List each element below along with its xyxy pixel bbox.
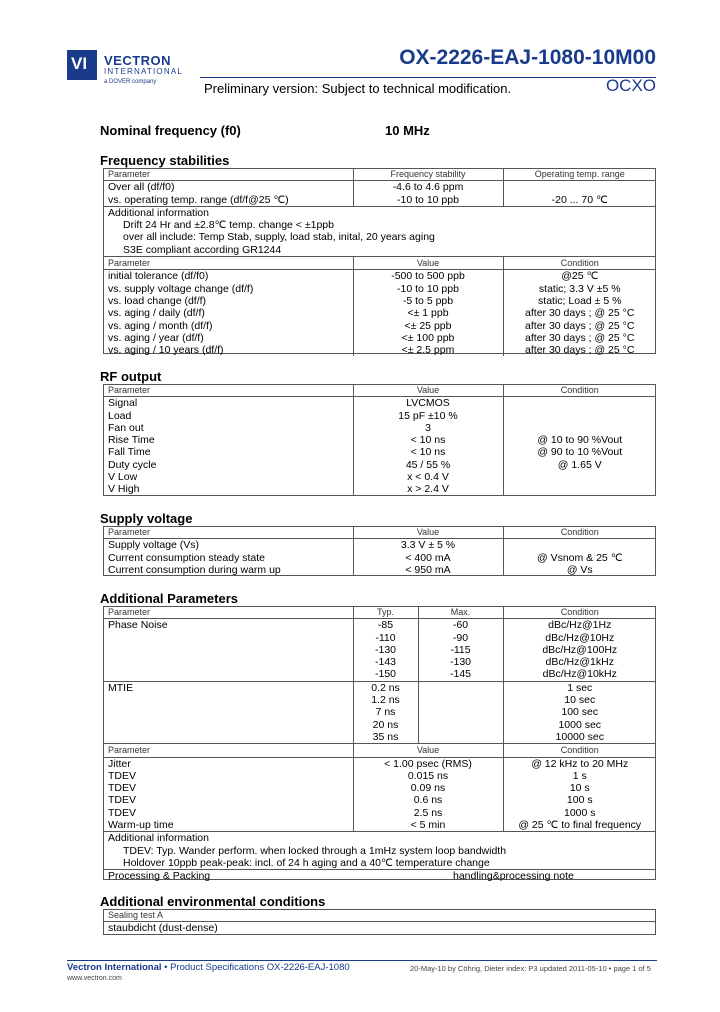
table-row <box>103 320 656 332</box>
table-row <box>103 446 656 458</box>
table-row <box>103 270 656 283</box>
value-cell: -5 to 5 ppb <box>353 295 503 307</box>
info-text: TDEV: Typ. Wander perform. when locked through a 1mHz system loop bandwidth <box>123 844 507 857</box>
value-cell: 2.5 ns <box>353 807 503 819</box>
info-row <box>103 845 656 857</box>
condition-cell: dBc/Hz@1Hz <box>503 619 656 632</box>
max-cell: -60 <box>418 619 503 632</box>
table-row <box>103 632 656 644</box>
param-cell: Phase Noise <box>108 619 168 632</box>
param-cell <box>103 632 353 644</box>
param-cell: vs. operating temp. range (df/f@25 ℃) <box>103 194 353 207</box>
table-row <box>103 295 656 307</box>
info-label: Additional information <box>108 206 209 219</box>
condition-cell: @ 1.65 V <box>503 459 656 471</box>
section-supply-voltage: Supply voltage <box>100 511 193 526</box>
param-cell: Fan out <box>108 421 144 434</box>
info-text: Drift 24 Hr and ±2.8℃ temp. change < ±1ppb <box>123 219 334 232</box>
condition-cell: @ 10 to 90 %Vout <box>503 434 656 446</box>
condition-cell: 10000 sec <box>503 731 656 744</box>
typ-cell: 0.2 ns <box>353 681 418 694</box>
info-row <box>103 832 656 845</box>
value-cell: staubdicht (dust-dense) <box>108 922 218 935</box>
value-cell: <± 2.5 ppm <box>353 344 503 356</box>
param-cell: vs. aging / 10 years (df/f) <box>108 344 224 357</box>
value-cell: < 1.00 psec (RMS) <box>353 757 503 770</box>
table-row <box>103 434 656 446</box>
table-row <box>103 719 656 731</box>
typ-cell: -143 <box>353 656 418 668</box>
section-additional-parameters: Additional Parameters <box>100 591 238 606</box>
product-title: OX-2226-EAJ-1080-10M00 <box>399 46 656 69</box>
param-cell: Over all (df/f0) <box>108 181 175 194</box>
value-cell: -500 to 500 ppb <box>353 270 503 283</box>
table-row <box>103 564 656 576</box>
value-cell: -4.6 to 4.6 ppm <box>353 181 503 194</box>
param-cell <box>103 731 353 744</box>
value-cell: <± 100 ppb <box>353 332 503 344</box>
param-cell: Current consumption steady state <box>108 551 265 564</box>
condition-cell: @ 90 to 10 %Vout <box>503 446 656 458</box>
info-text: S3E compliant according GR1244 <box>103 244 656 257</box>
header-cell: Value <box>353 384 503 397</box>
table-row <box>103 307 656 319</box>
param-cell <box>103 668 353 681</box>
table-row <box>103 694 656 706</box>
table-row <box>103 194 656 207</box>
typ-cell: -110 <box>353 632 418 644</box>
condition-cell: dBc/Hz@1kHz <box>503 656 656 668</box>
table-header <box>103 909 656 922</box>
footer-company: Vectron International <box>67 962 162 973</box>
table-header <box>103 257 656 270</box>
table-row <box>103 681 656 694</box>
logo-mark <box>67 50 97 80</box>
info-row <box>103 219 656 231</box>
info-row <box>103 857 656 870</box>
condition-cell: @ Vs <box>503 564 656 576</box>
table-header <box>103 526 656 539</box>
condition-cell: 100 s <box>503 794 656 806</box>
condition-cell <box>503 422 656 434</box>
table-row <box>103 344 656 356</box>
environmental-table <box>103 909 656 935</box>
param-cell: Fall Time <box>108 446 151 459</box>
condition-cell: static; Load ± 5 % <box>503 295 656 307</box>
param-cell: V High <box>108 483 140 496</box>
condition-cell: dBc/Hz@10kHz <box>503 668 656 681</box>
nominal-frequency-value: 10 MHz <box>385 123 430 138</box>
param-cell <box>103 644 353 656</box>
value-cell: < 5 min <box>353 819 503 832</box>
condition-cell <box>503 539 656 552</box>
param-cell: Processing & Packing <box>103 870 353 883</box>
condition-cell: after 30 days ; @ 25 °C <box>503 307 656 319</box>
param-cell: MTIE <box>108 681 134 694</box>
table-header <box>103 384 656 397</box>
table-row <box>103 794 656 806</box>
condition-cell: @ 25 ℃ to final frequency <box>503 819 656 832</box>
table-row <box>103 483 656 495</box>
logo-mark-text: VI <box>71 54 88 73</box>
section-environmental-conditions: Additional environmental conditions <box>100 894 326 909</box>
header-cell: Condition <box>503 257 656 270</box>
table-row <box>103 706 656 718</box>
header-cell: Parameter <box>103 606 353 619</box>
info-row <box>103 231 656 243</box>
condition-cell: @ Vsnom & 25 ℃ <box>503 552 656 564</box>
condition-cell: after 30 days ; @ 25 °C <box>503 332 656 344</box>
info-text: Holdover 10ppb peak-peak: incl. of 24 h aging and a 40℃ temperature change <box>123 856 490 869</box>
value-cell: -10 to 10 ppb <box>353 194 503 207</box>
info-row <box>103 206 656 219</box>
condition-cell: after 30 days ; @ 25 °C <box>503 344 656 356</box>
header-cell: Parameter <box>103 744 353 757</box>
table-row <box>103 459 656 471</box>
param-cell: TDEV <box>108 782 137 795</box>
param-cell: vs. load change (df/f) <box>108 294 207 307</box>
table-row <box>103 819 656 832</box>
product-type: OCXO <box>605 76 656 95</box>
param-cell: TDEV <box>108 769 137 782</box>
param-cell <box>103 719 353 731</box>
typ-cell: 7 ns <box>353 706 418 718</box>
value-cell: handling&processing note <box>353 870 656 883</box>
footer-rule <box>67 960 657 961</box>
table-row <box>103 397 656 410</box>
table-row <box>103 644 656 656</box>
condition-cell <box>503 483 656 495</box>
value-cell: < 950 mA <box>353 564 503 576</box>
condition-cell: @ 12 kHz to 20 MHz <box>503 757 656 770</box>
value-cell: 0.015 ns <box>353 770 503 782</box>
max-cell: -130 <box>418 656 503 668</box>
max-cell <box>418 731 503 744</box>
typ-cell: -150 <box>353 668 418 681</box>
info-row <box>103 244 656 257</box>
header-cell: Operating temp. range <box>503 168 656 181</box>
supply-voltage-table <box>103 526 656 576</box>
header-cell: Condition <box>503 606 656 619</box>
table-row <box>103 332 656 344</box>
header-cell: Value <box>353 744 503 757</box>
value-cell: < 10 ns <box>353 446 503 458</box>
table-row <box>103 870 656 883</box>
header-cell: Condition <box>503 526 656 539</box>
section-frequency-stabilities: Frequency stabilities <box>100 153 230 168</box>
param-cell: Rise Time <box>108 434 155 447</box>
header-cell: Parameter <box>103 384 353 397</box>
typ-cell: 20 ns <box>353 719 418 731</box>
value-cell: <± 1 ppb <box>353 307 503 319</box>
condition-cell: dBc/Hz@10Hz <box>503 632 656 644</box>
max-cell: -145 <box>418 668 503 681</box>
table-row <box>103 552 656 564</box>
max-cell <box>418 706 503 718</box>
param-cell: vs. aging / year (df/f) <box>108 331 204 344</box>
typ-cell: 1.2 ns <box>353 694 418 706</box>
value-cell: LVCMOS <box>353 397 503 410</box>
preliminary-note: Preliminary version: Subject to technical modification. <box>204 81 512 96</box>
max-cell: -90 <box>418 632 503 644</box>
condition-cell: -20 ... 70 ℃ <box>503 194 656 207</box>
value-cell: 3.3 V ± 5 % <box>353 539 503 552</box>
header-cell: Parameter <box>103 168 353 181</box>
condition-cell: 100 sec <box>503 706 656 718</box>
additional-parameters-table <box>103 606 656 883</box>
table-row <box>103 422 656 434</box>
condition-cell: 1000 sec <box>503 719 656 731</box>
table-row <box>103 471 656 483</box>
param-cell: TDEV <box>108 806 137 819</box>
footer-meta: 20-May-10 by Cöhrig, Dieter index: P3 updated 2011-05-10 • page 1 of 5 <box>410 964 651 973</box>
table-row <box>103 807 656 819</box>
rf-output-table <box>103 384 656 496</box>
table-row <box>103 539 656 552</box>
table-row <box>103 283 656 295</box>
typ-cell: 35 ns <box>353 731 418 744</box>
header-cell: Condition <box>503 744 656 757</box>
header-cell: Value <box>353 257 503 270</box>
condition-cell: after 30 days ; @ 25 °C <box>503 320 656 332</box>
header-cell: Frequency stability <box>353 168 503 181</box>
value-cell: 0.09 ns <box>353 782 503 794</box>
condition-cell <box>503 410 656 422</box>
typ-cell: -130 <box>353 644 418 656</box>
header-cell: Condition <box>503 384 656 397</box>
param-cell: initial tolerance (df/f0) <box>108 270 209 283</box>
condition-cell <box>503 471 656 483</box>
table-header <box>103 606 656 619</box>
value-cell: x > 2.4 V <box>353 483 503 495</box>
value-cell: 3 <box>353 422 503 434</box>
table-row <box>103 731 656 744</box>
value-cell: <± 25 ppb <box>353 320 503 332</box>
max-cell <box>418 681 503 694</box>
section-rf-output: RF output <box>100 369 162 384</box>
table-row <box>103 922 656 935</box>
value-cell: 0.6 ns <box>353 794 503 806</box>
max-cell: -115 <box>418 644 503 656</box>
footer-website[interactable]: www.vectron.com <box>67 975 122 982</box>
param-cell: Signal <box>108 397 138 410</box>
param-cell: Duty cycle <box>108 458 157 471</box>
header-rule <box>200 77 656 78</box>
table-row <box>103 410 656 422</box>
max-cell <box>418 719 503 731</box>
condition-cell <box>503 181 656 194</box>
table-row <box>103 770 656 782</box>
table-header <box>103 168 656 181</box>
header-cell: Value <box>353 526 503 539</box>
header-cell: Typ. <box>353 606 418 619</box>
param-cell: Load <box>108 409 132 422</box>
info-text: over all include: Temp Stab, supply, load stab, inital, 20 years aging <box>123 231 435 244</box>
condition-cell: dBc/Hz@100Hz <box>503 644 656 656</box>
param-cell <box>103 706 353 718</box>
frequency-stabilities-table <box>103 168 656 356</box>
value-cell: x < 0.4 V <box>353 471 503 483</box>
value-cell: < 10 ns <box>353 434 503 446</box>
table-header <box>103 744 656 757</box>
param-cell: Supply voltage (Vs) <box>108 539 200 552</box>
footer-spec-text: • Product Specifications OX-2226-EAJ-1080 <box>161 962 350 973</box>
info-label: Additional information <box>108 832 209 845</box>
max-cell <box>418 694 503 706</box>
param-cell: Jitter <box>108 757 131 770</box>
param-cell: V Low <box>108 471 138 484</box>
header-cell: Max. <box>418 606 503 619</box>
header-cell: Parameter <box>103 526 353 539</box>
condition-cell <box>503 397 656 410</box>
param-cell: vs. supply voltage change (df/f) <box>108 282 254 295</box>
condition-cell: 10 sec <box>503 694 656 706</box>
value-cell: 15 pF ±10 % <box>353 410 503 422</box>
condition-cell: static; 3.3 V ±5 % <box>503 283 656 295</box>
header-cell: Parameter <box>103 257 353 270</box>
table-row <box>103 757 656 770</box>
table-row <box>103 619 656 632</box>
param-cell <box>103 694 353 706</box>
value-cell: < 400 mA <box>353 552 503 564</box>
condition-cell: 10 s <box>503 782 656 794</box>
logo-name: VECTRON <box>104 53 172 68</box>
param-cell: TDEV <box>108 794 137 807</box>
logo-subtitle: INTERNATIONAL <box>104 67 184 76</box>
typ-cell: -85 <box>353 619 418 632</box>
param-cell: vs. aging / daily (df/f) <box>108 307 205 320</box>
param-cell <box>103 656 353 668</box>
footer-spec <box>67 962 350 973</box>
logo-company: a DOVER company <box>104 79 157 85</box>
nominal-frequency-label: Nominal frequency (f0) <box>100 123 241 138</box>
header-cell: Sealing test A <box>103 909 656 922</box>
table-row <box>103 656 656 668</box>
condition-cell: 1000 s <box>503 807 656 819</box>
value-cell: 45 / 55 % <box>353 459 503 471</box>
table-row <box>103 782 656 794</box>
condition-cell: @25 ℃ <box>503 270 656 283</box>
condition-cell: 1 s <box>503 770 656 782</box>
table-row <box>103 181 656 194</box>
param-cell: Current consumption during warm up <box>108 563 281 576</box>
condition-cell: 1 sec <box>503 681 656 694</box>
value-cell: -10 to 10 ppb <box>353 283 503 295</box>
param-cell: vs. aging / month (df/f) <box>108 319 213 332</box>
table-row <box>103 668 656 681</box>
param-cell: Warm-up time <box>103 819 353 832</box>
